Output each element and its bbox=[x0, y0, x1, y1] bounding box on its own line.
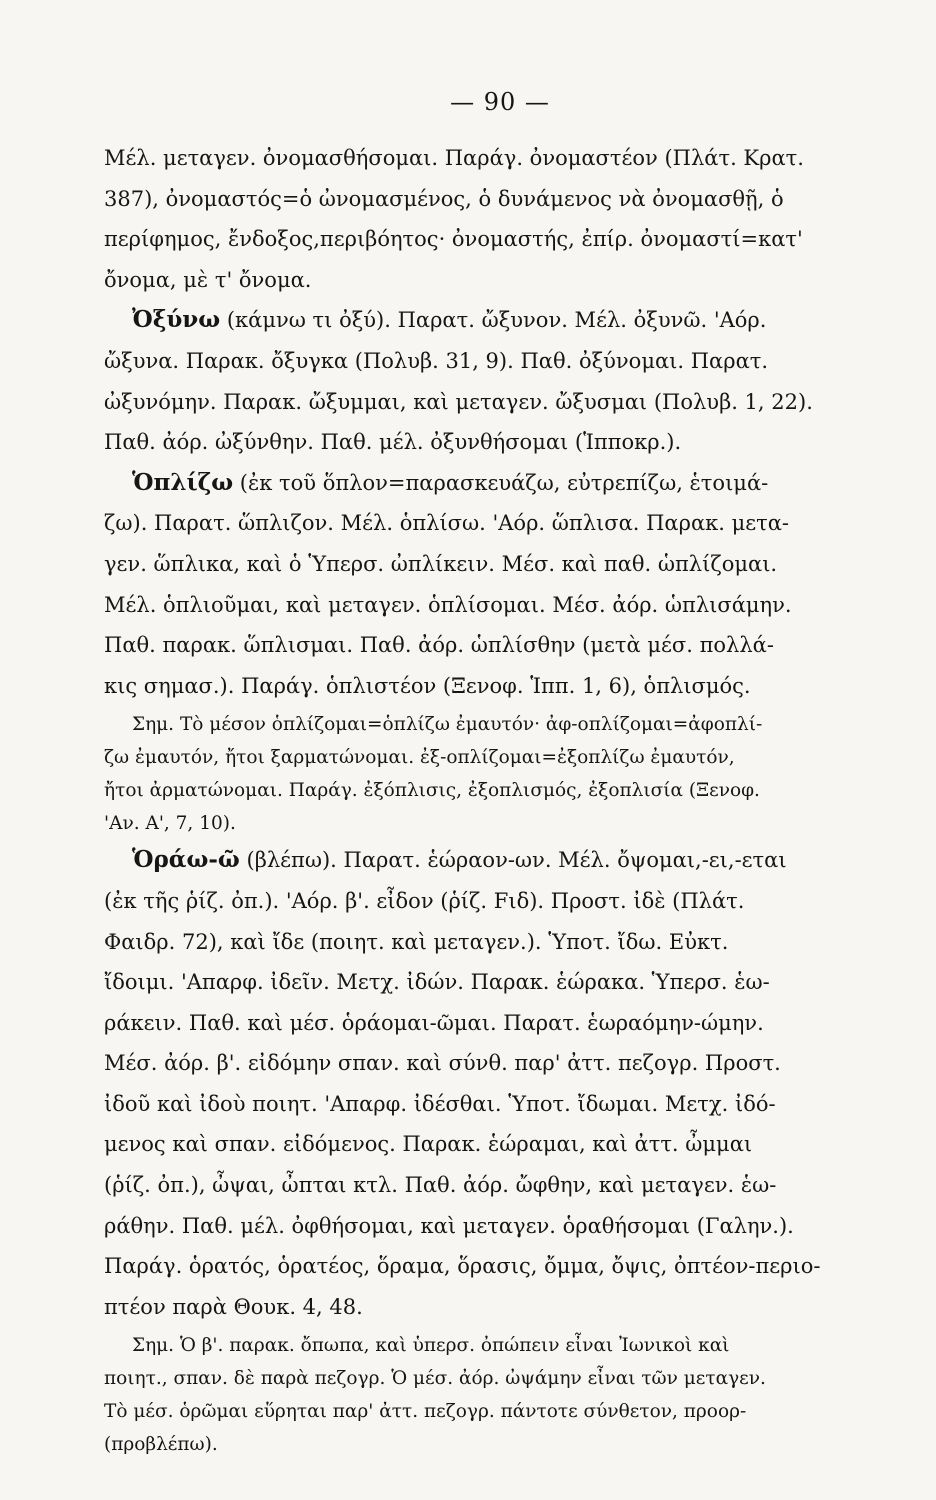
text-line: ὤξυνα. Παρακ. ὄξυγκα (Πολυβ. 31, 9). Παθ. ὀξύνομαι. Παρατ. bbox=[104, 348, 769, 373]
text-line: Μέσ. ἀόρ. β'. εἰδόμην σπαν. καὶ σύνθ. παρ' ἀττ. πεζογρ. Προστ. bbox=[104, 1051, 781, 1076]
footnote-oplizo bbox=[104, 708, 856, 840]
text-line: Παθ. παρακ. ὥπλισμαι. Παθ. ἀόρ. ὡπλίσθην (μετὰ μέσ. πολλά- bbox=[104, 633, 774, 658]
text-line: γεν. ὥπλικα, καὶ ὁ Ὑπερσ. ὠπλίκειν. Μέσ. καὶ παθ. ὡπλίζομαι. bbox=[104, 551, 778, 576]
text-line: μενος καὶ σπαν. εἰδόμενος. Παρακ. ἑώραμαι, καὶ ἀττ. ὦμμαι bbox=[104, 1132, 753, 1157]
note-line: ἤτοι ἀρματώνομαι. Παράγ. ἐξόπλισις, ἐξοπλισμός, ἐξοπλισία (Ξενοφ. bbox=[104, 780, 760, 802]
entry-headword: Ὁράω-ῶ bbox=[132, 846, 240, 874]
text-line: (ἐκ τῆς ῥίζ. ὀπ.). 'Αόρ. β'. εἶδον (ῥίζ. Fιδ). Προστ. ἰδὲ (Πλάτ. bbox=[104, 888, 745, 913]
text-line: 387), ὀνομαστός=ὁ ὠνομασμένος, ὁ δυνάμενος νὰ ὀνομασθῇ, ὁ bbox=[104, 186, 784, 211]
entry-first-line bbox=[104, 463, 856, 504]
continuation-paragraph bbox=[104, 138, 856, 300]
note-line: Τὸ μέσ. ὁρῶμαι εὕρηται παρ' ἀττ. πεζογρ. πάντοτε σύνθετον, προορ- bbox=[104, 1401, 747, 1423]
text-line: (ῥίζ. ὀπ.), ὦψαι, ὦπται κτλ. Παθ. ἀόρ. ὤφθην, καὶ μεταγεν. ἑω- bbox=[104, 1173, 777, 1198]
page-number: — 90 — bbox=[450, 88, 550, 116]
entry-headword: Ὁπλίζω bbox=[132, 468, 234, 496]
text-line: ὄνομα, μὲ τ' ὄνομα. bbox=[104, 267, 312, 292]
text-line: ράκειν. Παθ. καὶ μέσ. ὁράομαι-ῶμαι. Παρατ. ἑωραόμην-ώμην. bbox=[104, 1010, 764, 1035]
footnote-orao bbox=[104, 1329, 856, 1461]
text-line: ὠξυνόμην. Παρακ. ὤξυμμαι, καὶ μεταγεν. ὤξυσμαι (Πολυβ. 1, 22). bbox=[104, 389, 813, 414]
entry-first-text: (βλέπω). Παρατ. ἑώραον-ων. Μέλ. ὄψομαι,-ει,-εται bbox=[239, 848, 787, 873]
text-line: Μέλ. ὁπλιοῦμαι, καὶ μεταγεν. ὁπλίσομαι. Μέσ. ἀόρ. ὡπλισάμην. bbox=[104, 592, 792, 617]
text-line: ζω). Παρατ. ὥπλιζον. Μέλ. ὁπλίσω. 'Αόρ. ὥπλισα. Παρακ. μετα- bbox=[104, 511, 790, 536]
text-line: ἴδοιμι. 'Απαρφ. ἰδεῖν. Μετχ. ἰδών. Παρακ. ἑώρακα. Ὑπερσ. ἑω- bbox=[104, 970, 770, 995]
note-line: (προβλέπω). bbox=[104, 1434, 218, 1456]
note-line: Σημ. Ὁ β'. παρακ. ὄπωπα, καὶ ὑπερσ. ὀπώπειν εἶναι Ἰωνικοὶ καὶ bbox=[132, 1335, 730, 1357]
text-line: Φαιδρ. 72), καὶ ἴδε (ποιητ. καὶ μεταγεν.). Ὑποτ. ἴδω. Εὐκτ. bbox=[104, 929, 729, 954]
text-line: πτέον παρὰ Θουκ. 4, 48. bbox=[104, 1294, 363, 1319]
entry-first-line bbox=[104, 840, 856, 881]
dictionary-entry-oplizo bbox=[104, 463, 856, 707]
entry-headword: Ὀξύνω bbox=[132, 306, 221, 334]
entry-first-text: (κάμνω τι ὀξύ). Παρατ. ὤξυνον. Μέλ. ὀξυνῶ. 'Αόρ. bbox=[220, 308, 767, 333]
entry-first-line bbox=[104, 300, 856, 341]
text-line: Παθ. ἀόρ. ὠξύνθην. Παθ. μέλ. ὀξυνθήσομαι (Ἱπποκρ.). bbox=[104, 430, 682, 455]
note-line: ζω ἐμαυτόν, ἤτοι ξαρματώνομαι. ἐξ-οπλίζομαι=ἐξοπλίζω ἐμαυτόν, bbox=[104, 747, 735, 769]
text-line: Παράγ. ὁρατός, ὁρατέος, ὅραμα, ὅρασις, ὄμμα, ὄψις, ὀπτέον-περιο- bbox=[104, 1254, 821, 1279]
text-line: ράθην. Παθ. μέλ. ὀφθήσομαι, καὶ μεταγεν. ὁραθήσομαι (Γαλην.). bbox=[104, 1213, 794, 1238]
text-line: Μέλ. μεταγεν. ὀνομασθήσομαι. Παράγ. ὀνομαστέον (Πλάτ. Κρατ. bbox=[104, 146, 804, 170]
note-line: ποιητ., σπαν. δὲ παρὰ πεζογρ. Ὁ μέσ. ἀόρ. ὠψάμην εἶναι τῶν μεταγεν. bbox=[104, 1368, 766, 1390]
text-line: κις σημασ.). Παράγ. ὁπλιστέον (Ξενοφ. Ἱππ. 1, 6), ὁπλισμός. bbox=[104, 673, 751, 698]
note-line: 'Αν. Α', 7, 10). bbox=[104, 813, 236, 835]
note-line: Σημ. Τὸ μέσον ὁπλίζομαι=ὁπλίζω ἐμαυτόν· ἀφ-οπλίζομαι=ἀφοπλί- bbox=[132, 714, 763, 736]
text-line: περίφημος, ἔνδοξος,περιβόητος· ὀνομαστής, ἐπίρ. ὀνομαστί=κατ' bbox=[104, 227, 803, 252]
entry-first-text: (ἐκ τοῦ ὅπλον=παρασκευάζω, εὐτρεπίζω, ἑτοιμά- bbox=[233, 470, 769, 495]
dictionary-entry-oxyno bbox=[104, 300, 856, 462]
dictionary-entry-orao bbox=[104, 840, 856, 1327]
text-line: ἰδοῦ καὶ ἰδοὺ ποιητ. 'Απαρφ. ἰδέσθαι. Ὑποτ. ἴδωμαι. Μετχ. ἰδό- bbox=[104, 1091, 776, 1116]
